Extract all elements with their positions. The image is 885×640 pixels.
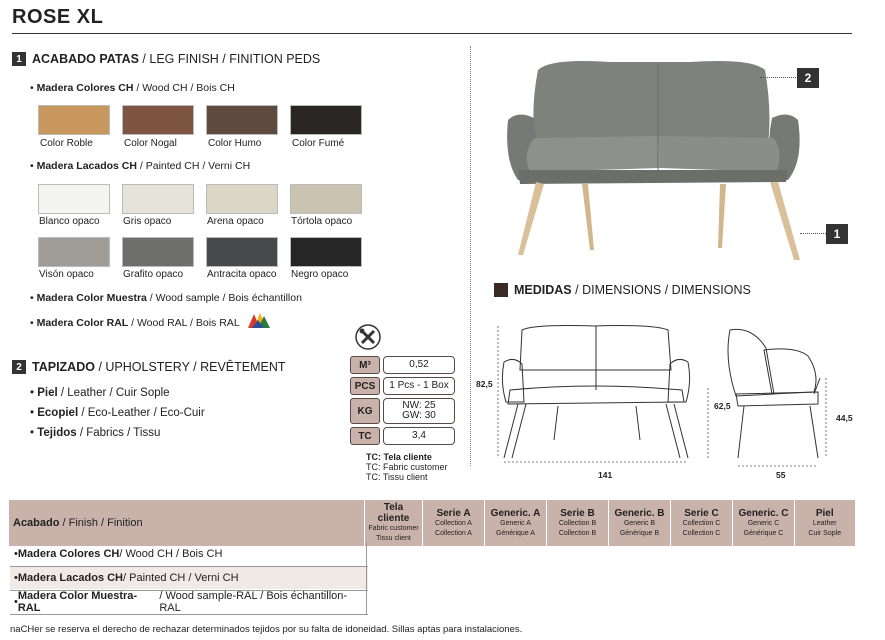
table-vertical-rule (366, 542, 367, 614)
finish-col-header (733, 500, 795, 546)
finish-col-sub2: Collection C (682, 529, 721, 537)
lacquer-swatch-label: Antracita opaco (207, 269, 277, 280)
lacquered-subheading: • Madera Lacados CH / Painted CH / Verni CH (30, 160, 251, 172)
dimension-drawing (474, 320, 864, 485)
finish-table-row: • Madera Color Muestra-RAL / Wood sample-RAL / Bois échantillon-RAL (10, 591, 368, 613)
finish-row-rest: / Wood CH / Bois CH (119, 548, 223, 560)
wood-swatch-label: Color Roble (40, 138, 93, 149)
upholstery-heading-rest: / UPHOLSTERY / REVÊTEMENT (94, 360, 286, 374)
dimensions-heading-bold: MEDIDAS (514, 283, 572, 297)
wood-sample-bold: Madera Color Muestra (36, 292, 147, 304)
wood-colors-subheading: • Madera Colores CH / Wood CH / Bois CH (30, 82, 235, 94)
finish-col-header (795, 500, 855, 546)
lacquer-swatch-label: Visón opaco (39, 269, 94, 280)
finish-column-header (9, 500, 365, 546)
lacquer-swatch (206, 237, 278, 267)
spec-key: KG (350, 398, 380, 424)
column-divider (470, 46, 471, 466)
leg-finish-heading-rest: / LEG FINISH / FINITION PEDS (138, 52, 321, 66)
page-title: ROSE XL (12, 6, 104, 28)
finish-col-sub2: Tissu client (376, 535, 411, 542)
spec-value: 3,4 (383, 427, 455, 445)
sofa-photo (490, 50, 820, 275)
wood-sample-rest: / Wood sample / Bois échantillon (146, 292, 302, 304)
dimensions-square (494, 283, 508, 297)
tc-note (366, 452, 448, 482)
dim-seat-height: 62,5 (714, 401, 731, 411)
tc-note-line1: TC: Tela cliente (366, 452, 432, 462)
upholstery-item-leather: • Piel / Leather / Cuir Sople (30, 387, 170, 399)
upholstery-item-rest: / Eco-Leather / Eco-Cuir (78, 407, 205, 419)
marker-2-leader (760, 77, 796, 78)
spec-row (350, 398, 455, 424)
finish-row-divider (10, 614, 368, 615)
spec-row (350, 377, 455, 395)
wood-sample-subheading: • Madera Color Muestra / Wood sample / Bois échantillon (30, 292, 302, 304)
upholstery-item-rest: / Fabrics / Tissu (76, 427, 161, 439)
finish-row-bold: Madera Lacados CH (17, 572, 124, 584)
finish-col-sub1: Fabric customer (368, 525, 419, 532)
upholstery-item-bold: Ecopiel (37, 407, 79, 419)
lacquered-rest: / Painted CH / Verni CH (136, 160, 251, 172)
finish-col-sub2: Collection A (435, 529, 472, 537)
wood-swatch (206, 105, 278, 135)
wood-ral-subheading: • Madera Color RAL / Wood RAL / Bois RAL (30, 317, 240, 329)
finish-col-sub2: Générique B (619, 529, 660, 537)
finish-col-sub1: Collection B (558, 519, 597, 527)
spec-key: PCS (350, 377, 380, 395)
finish-col-header (365, 500, 423, 546)
finish-col-name: Generic. B (614, 507, 665, 519)
wood-swatch-label: Color Fumé (292, 138, 345, 149)
marker-2: 2 (797, 68, 819, 88)
finish-col-header (485, 500, 547, 546)
finish-header-rest: / Finish / Finition (59, 516, 143, 529)
leg-finish-heading (12, 52, 320, 66)
wood-swatch (122, 105, 194, 135)
finish-col-name: Serie B (560, 507, 595, 519)
upholstery-item-bold: Piel (37, 387, 58, 399)
finish-col-name: Generic. A (490, 507, 541, 519)
finish-col-sub1: Generic B (623, 519, 656, 527)
finish-col-name: Tela cliente (377, 502, 410, 524)
finish-col-name: Piel (815, 507, 834, 519)
finish-col-name: Generic. C (738, 507, 789, 519)
finish-col-sub1: Generic A (500, 519, 531, 527)
dimensions-heading (494, 283, 751, 297)
spec-key: M³ (350, 356, 380, 374)
upholstery-item-bold: Tejidos (37, 427, 77, 439)
spec-value: 0,52 (383, 356, 455, 374)
finish-row-rest: / Painted CH / Verni CH (123, 572, 239, 584)
lacquer-swatch (38, 237, 110, 267)
lacquer-swatch (206, 184, 278, 214)
ral-palette-icon (246, 310, 272, 332)
finish-col-header (547, 500, 609, 546)
lacquer-swatch (290, 184, 362, 214)
spec-value: 1 Pcs - 1 Box (383, 377, 455, 395)
footer-note: naCHer se reserva el derecho de rechazar determinados tejidos por su falta de idoneidad. Sillas aptas para instalaciones. (10, 624, 523, 635)
finish-row-bold: Madera Colores CH (17, 548, 120, 560)
finish-header-bold: Acabado (13, 516, 60, 529)
wood-colors-rest: / Wood CH / Bois CH (133, 82, 235, 94)
title-divider (12, 33, 852, 34)
finish-col-header (671, 500, 733, 546)
wood-swatch (290, 105, 362, 135)
dim-depth: 55 (776, 470, 786, 480)
finish-col-sub1: Collection C (682, 519, 721, 527)
lacquer-swatch (38, 184, 110, 214)
upholstery-heading-bold: TAPIZADO (32, 360, 95, 374)
dim-height: 82,5 (476, 379, 493, 389)
lacquered-bold: Madera Lacados CH (36, 160, 137, 172)
wood-swatch-label: Color Nogal (124, 138, 177, 149)
lacquer-swatch (122, 184, 194, 214)
tc-note-line2: TC: Fabric customer (366, 462, 448, 472)
dimensions-heading-rest: / DIMENSIONS / DIMENSIONS (571, 283, 751, 297)
leg-finish-heading-bold: ACABADO PATAS (32, 52, 139, 66)
marker-1-leader (800, 233, 826, 234)
section-number: 1 (12, 52, 26, 66)
finish-col-name: Serie A (436, 507, 471, 519)
dim-width: 141 (598, 470, 613, 480)
finish-col-sub2: Générique A (496, 529, 535, 537)
finish-row-bold: Madera Color Muestra-RAL (17, 590, 138, 614)
finish-col-sub1: Leather (812, 519, 837, 527)
dim-arm-height: 44,5 (836, 413, 853, 423)
wood-ral-rest: / Wood RAL / Bois RAL (128, 317, 240, 329)
upholstery-item-fabrics: • Tejidos / Fabrics / Tissu (30, 427, 161, 439)
finish-row-rest: / Wood sample-RAL / Bois échantillon-RAL (159, 590, 348, 614)
wood-ral-bold: Madera Color RAL (36, 317, 129, 329)
finish-col-header (609, 500, 671, 546)
lacquer-swatch-label: Arena opaco (207, 216, 264, 227)
wood-colors-bold: Madera Colores CH (36, 82, 134, 94)
lacquer-swatch-label: Negro opaco (291, 269, 349, 280)
finish-col-sub2: Générique C (743, 529, 784, 537)
tc-note-line3: TC: Tissu client (366, 472, 428, 482)
spec-row (350, 356, 455, 374)
finish-col-header (423, 500, 485, 546)
lacquer-swatch-label: Gris opaco (123, 216, 172, 227)
spec-value: NW: 25 GW: 30 (383, 398, 455, 424)
finish-col-sub2: Collection B (558, 529, 597, 537)
wood-swatch-label: Color Humo (208, 138, 262, 149)
finish-col-sub1: Collection A (435, 519, 472, 527)
finish-col-name: Serie C (684, 507, 719, 519)
lacquer-swatch (122, 237, 194, 267)
upholstery-item-ecoleather: • Ecopiel / Eco-Leather / Eco-Cuir (30, 407, 205, 419)
spec-key: TC (350, 427, 380, 445)
marker-1: 1 (826, 224, 848, 244)
upholstery-heading (12, 360, 286, 374)
finish-table-row: • Madera Colores CH / Wood CH / Bois CH (14, 548, 223, 560)
finish-price-table (8, 500, 855, 546)
tools-icon (355, 324, 381, 350)
section-number-2: 2 (12, 360, 26, 374)
wood-swatch (38, 105, 110, 135)
lacquer-swatch (290, 237, 362, 267)
lacquer-swatch-label: Blanco opaco (39, 216, 100, 227)
lacquer-swatch-label: Grafito opaco (123, 269, 184, 280)
finish-table-row: • Madera Lacados CH / Painted CH / Verni CH (10, 567, 368, 589)
finish-col-sub2: Cuir Sople (808, 529, 842, 537)
upholstery-item-rest: / Leather / Cuir Sople (57, 387, 170, 399)
finish-col-sub1: Generic C (747, 519, 780, 527)
finish-table-header (9, 500, 855, 546)
lacquer-swatch-label: Tórtola opaco (291, 216, 353, 227)
spec-row (350, 427, 455, 445)
